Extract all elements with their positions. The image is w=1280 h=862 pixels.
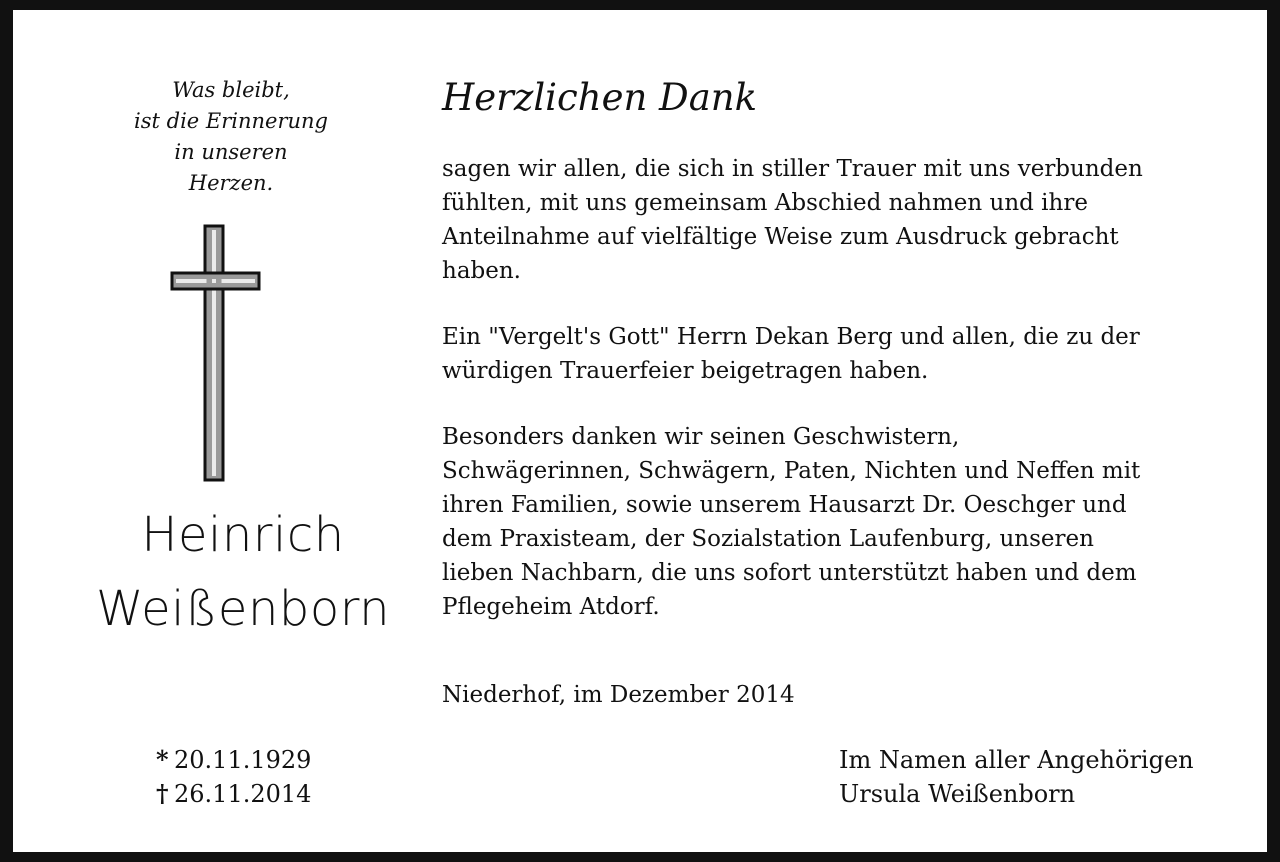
signature-block xyxy=(839,743,1194,811)
notice-heading: Herzlichen Dank xyxy=(442,76,758,119)
text-line: dem Praxisteam, der Sozialstation Laufenburg, unseren xyxy=(442,526,1094,552)
signature-line-1: Im Namen aller Angehörigen xyxy=(839,746,1194,774)
death-date: 26.11.2014 xyxy=(174,780,312,808)
death-symbol: † xyxy=(156,779,169,808)
text-line: fühlten, mit uns gemeinsam Abschied nahmen und ihre xyxy=(442,190,1088,216)
text-line: Schwägerinnen, Schwägern, Paten, Nichten und Neffen mit xyxy=(442,458,1141,484)
thanks-paragraph-2 xyxy=(442,320,1140,388)
death-date-line xyxy=(156,777,311,811)
text-line: sagen wir allen, die sich in stiller Trauer mit uns verbunden xyxy=(442,156,1143,182)
thanks-paragraph-1 xyxy=(442,152,1143,288)
text-line: Ein "Vergelt's Gott" Herrn Dekan Berg und allen, die zu der xyxy=(442,324,1140,350)
birth-date: 20.11.1929 xyxy=(174,746,312,774)
birth-symbol: * xyxy=(156,745,169,774)
text-line: würdigen Trauerfeier beigetragen haben. xyxy=(442,358,929,384)
text-line: Anteilnahme auf vielfältige Weise zum Ausdruck gebracht xyxy=(442,224,1119,250)
motto-line: ist die Erinnerung xyxy=(134,109,328,133)
birth-date-line xyxy=(156,743,311,777)
signature-name: Ursula Weißenborn xyxy=(839,780,1076,808)
deceased-last-name: Weißenborn xyxy=(95,581,391,637)
motto-line: Herzen. xyxy=(188,171,274,195)
text-line: haben. xyxy=(442,258,521,284)
motto-line: in unseren xyxy=(174,140,288,164)
thanks-paragraph-3 xyxy=(442,420,1140,624)
text-line: lieben Nachbarn, die uns sofort unterstützt haben und dem xyxy=(442,560,1137,586)
motto xyxy=(121,75,341,199)
text-line: Besonders danken wir seinen Geschwistern, xyxy=(442,424,960,450)
motto-line: Was bleibt, xyxy=(172,78,290,102)
life-dates xyxy=(156,743,311,811)
text-line: ihren Familien, sowie unserem Hausarzt Dr. Oeschger und xyxy=(442,492,1127,518)
deceased-first-name: Heinrich xyxy=(141,507,345,563)
text-line: Pflegeheim Atdorf. xyxy=(442,594,660,620)
place-and-date: Niederhof, im Dezember 2014 xyxy=(442,682,795,708)
